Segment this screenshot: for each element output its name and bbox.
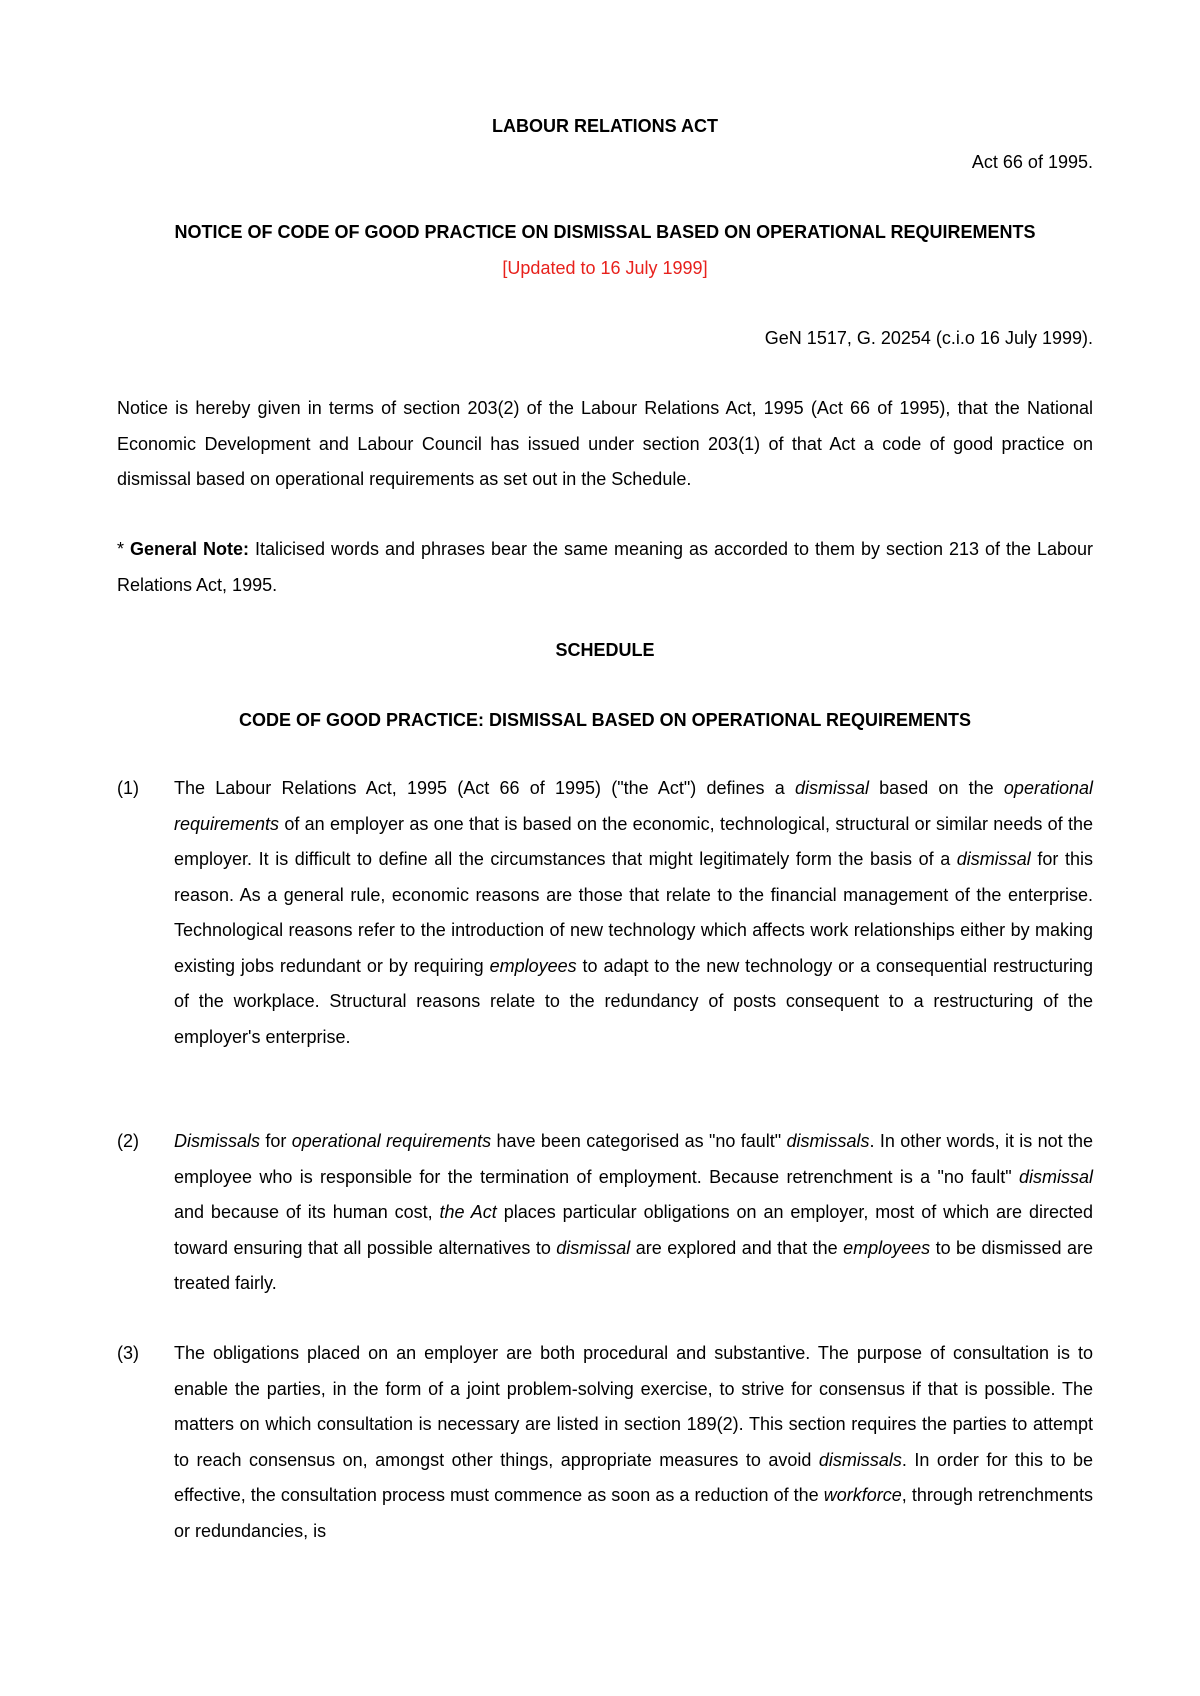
text-run: based on the xyxy=(868,778,1004,798)
text-run: and because of its human cost, xyxy=(174,1202,440,1222)
italic-term: dismissals xyxy=(786,1131,870,1151)
italic-term: dismissal xyxy=(556,1237,631,1258)
text-run: , through retrenchments or redundancies, is xyxy=(174,1485,1093,1541)
paragraph-number: (3) xyxy=(117,1343,139,1363)
text-run: The obligations placed on an employer are both procedural and substantive. The purpose of consultation is to enable the parties, in the form of a joint problem-solving exercise, to strive for consensus if that is possible. The matters on which consultation is necessary are listed in section 189(2). This section requires the parties to attempt to reach consensus on, amongst other things, appropriate measures to avoid xyxy=(174,1343,1093,1470)
text-run: are explored and that the xyxy=(630,1237,844,1258)
general-note-prefix: * xyxy=(117,539,130,559)
document-title: LABOUR RELATIONS ACT xyxy=(492,116,718,136)
italic-term: the Act xyxy=(439,1202,497,1222)
document-page xyxy=(117,0,1093,1696)
text-run: The Labour Relations Act, 1995 (Act 66 of 1995) ("the Act") defines a xyxy=(174,778,795,798)
italic-term: workforce xyxy=(823,1485,902,1505)
italic-term: dismissal xyxy=(956,849,1031,869)
text-run: for xyxy=(260,1131,292,1151)
text-run: of an employer as one that is based on the economic, technological, structural or similar needs of the employer. It is difficult to define all the circumstances that might legitimately form the basis of a xyxy=(174,813,1093,869)
italic-term: Dismissals xyxy=(174,1131,261,1151)
text-run: . In order for this to be effective, the consultation process must commence as soon as a reduction of the xyxy=(174,1449,1093,1505)
italic-term: dismissals xyxy=(818,1449,902,1470)
paragraph-text xyxy=(174,1336,1093,1549)
text-run: to adapt to the new technology or a consequential restructuring of the workplace. Structural reasons relate to the redundancy of posts consequent to a restructuring of the employer's enterprise. xyxy=(174,955,1094,1047)
notice-title: NOTICE OF CODE OF GOOD PRACTICE ON DISMISSAL BASED ON OPERATIONAL REQUIREMENTS xyxy=(174,222,1036,242)
italic-term: dismissal xyxy=(1018,1166,1093,1187)
general-note xyxy=(117,532,1093,603)
italic-term: operational requirements xyxy=(174,778,1093,834)
text-run: to be dismissed are treated fairly. xyxy=(174,1237,1093,1293)
paragraph-number: (1) xyxy=(117,778,139,798)
general-note-text: Italicised words and phrases bear the same meaning as accorded to them by section 213 of the Labour Relations Act, 1995. xyxy=(117,539,1093,595)
italic-term: dismissal xyxy=(794,778,869,798)
act-reference: Act 66 of 1995. xyxy=(971,152,1093,172)
text-run: . In other words, it is not the employee who is responsible for the termination of employment. Because retrenchment is a "no fault" xyxy=(174,1131,1093,1187)
italic-term: employees xyxy=(489,955,577,976)
gazette-reference: GeN 1517, G. 20254 (c.i.o 16 July 1999). xyxy=(764,328,1093,348)
text-run: have been categorised as "no fault" xyxy=(491,1131,787,1151)
text-run: places particular obligations on an employer, most of which are directed toward ensuring that all possible alternatives to xyxy=(174,1202,1093,1258)
schedule-heading: SCHEDULE xyxy=(555,640,655,660)
paragraph-text xyxy=(174,1124,1093,1302)
paragraph-number: (2) xyxy=(117,1131,139,1151)
italic-term: operational requirements xyxy=(291,1131,492,1151)
notice-paragraph: Notice is hereby given in terms of section 203(2) of the Labour Relations Act, 1995 (Act 66 of 1995), that the National Economic Development and Labour Council has issued under section 203(1) of that Act a code of good practice on dismissal based on operational requirements as set out in the Schedule. xyxy=(117,398,1093,489)
code-heading: CODE OF GOOD PRACTICE: DISMISSAL BASED ON OPERATIONAL REQUIREMENTS xyxy=(238,710,972,730)
paragraph-text xyxy=(174,771,1093,1055)
italic-term: employees xyxy=(843,1237,931,1258)
general-note-label: General Note: xyxy=(129,539,249,559)
updated-note: [Updated to 16 July 1999] xyxy=(502,258,708,278)
text-run: for this reason. As a general rule, economic reasons are those that relate to the financial management of the enterprise. Technological reasons refer to the introduction of new technology which affects work relationships either by making existing jobs redundant or by requiring xyxy=(174,849,1093,976)
